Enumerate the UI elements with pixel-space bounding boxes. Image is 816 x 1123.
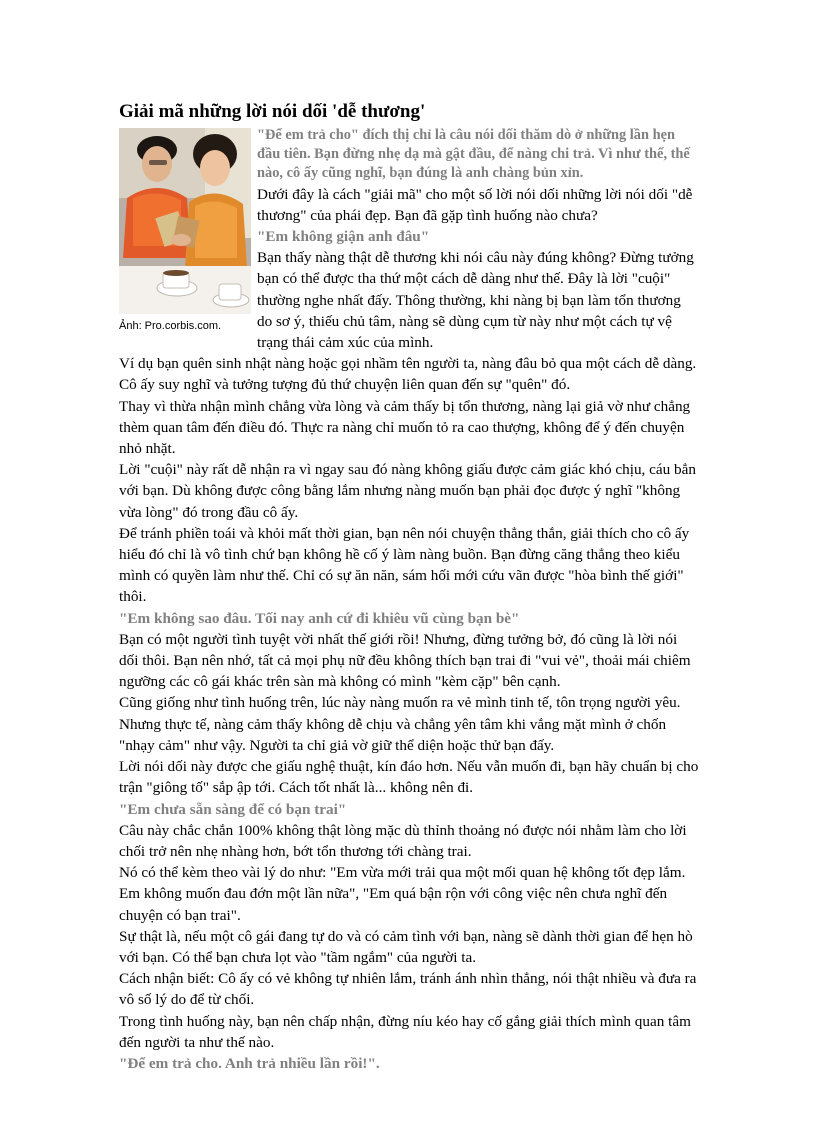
section1-paragraph-2: Ví dụ bạn quên sinh nhật nàng hoặc gọi nhầm tên người ta, nàng đâu bỏ qua một cách dễ dàng. Cô ấy suy nghĩ và tưởng tượng đủ thứ chuyện liên quan đến sự "quên" đó. (119, 355, 697, 394)
article (119, 100, 699, 1074)
section-heading-1: "Em không giận anh đâu" (257, 228, 430, 246)
section1-paragraph-4: Lời "cuội" này rất dễ nhận ra vì ngay sau đó nàng không giấu được cảm giác khó chịu, cáu bẳn với bạn. Dù không được công bằng lắm nhưng nàng muốn bạn phải đọc được ý nghĩ "không vừa lòng" đó trong đầu cô ấy. (119, 461, 696, 521)
section3-paragraph-3: Sự thật là, nếu một cô gái đang tự do và có cảm tình với bạn, nàng sẽ dành thời gian để hẹn hò với bạn. Có thể bạn chưa lọt vào "tầm ngắm" của người ta. (119, 927, 693, 966)
section2-paragraph-2: Cũng giống như tình huống trên, lúc này nàng muốn ra vẻ mình tinh tế, tôn trọng người yêu. Nhưng thực tế, nàng cảm thấy không dễ chịu và chẳng yên tâm khi vắng mặt mình ở chốn "nhạy cảm" như vậy. Người ta chỉ giả vờ giữ thể diện hoặc thử bạn đấy. (119, 694, 681, 754)
photo-figure (119, 128, 251, 333)
article-intro: Dưới đây là cách "giải mã" cho một số lời nói dối những lời nói dối "dễ thương" của phái đẹp. Bạn đã gặp tình huống nào chưa? (257, 185, 693, 224)
section1-paragraph-3: Thay vì thừa nhận mình chẳng vừa lòng và cảm thấy bị tổn thương, nàng lại giả vờ như chẳng thèm quan tâm đến điều đó. Thực ra nàng chỉ muốn tỏ ra cao thượng, không để ý đến chuyện nhỏ nhặt. (119, 397, 691, 458)
section3-paragraph-2: Nó có thể kèm theo vài lý do như: "Em vừa mới trải qua một mối quan hệ không tốt đẹp lắm. Em không muốn đau đớn một lần nữa", "Em quá bận rộn với công việc nên chưa nghĩ đến chuyện có bạn trai". (119, 864, 686, 924)
closing-quote: "Để em trả cho. Anh trả nhiều lần rồi!". (119, 1054, 380, 1072)
photo-caption: Ảnh: Pro.corbis.com. (119, 320, 222, 332)
couple-photo (119, 128, 251, 314)
section3-paragraph-1: Câu này chắc chắn 100% không thật lòng mặc dù thỉnh thoảng nó được nói nhằm làm cho lời chối trở nên nhẹ nhàng hơn, bớt tổn thương tới chàng trai. (119, 821, 687, 860)
section-heading-3: "Em chưa sẵn sàng để có bạn trai" (119, 800, 347, 818)
article-lead: "Để em trả cho" đích thị chỉ là câu nói dối thăm dò ở những lần hẹn đầu tiên. Bạn đừng nhẹ dạ mà gật đầu, để nàng chi trả. Vì như thế, thế nào, cô ấy cũng nghĩ, bạn đúng là anh chàng bủn xỉn. (257, 127, 690, 182)
section2-paragraph-3: Lời nói dối này được che giấu nghệ thuật, kín đáo hơn. Nếu vẫn muốn đi, bạn hãy chuẩn bị cho trận "giông tố" sắp ập tới. Cách tốt nhất là... không nên đi. (119, 758, 699, 797)
article-title: Giải mã những lời nói dối 'dễ thương' (119, 101, 426, 122)
section3-paragraph-4: Cách nhận biết: Cô ấy có vẻ không tự nhiên lắm, tránh ánh nhìn thẳng, nói thật nhiều và đưa ra vô số lý do để từ chối. (119, 970, 697, 1009)
section-heading-2: "Em không sao đâu. Tối nay anh cứ đi khiêu vũ cùng bạn bè" (119, 609, 520, 627)
section2-paragraph-1: Bạn có một người tình tuyệt vời nhất thế giới rồi! Nhưng, đừng tưởng bở, đó cũng là lời nói dối thôi. Bạn nên nhớ, tất cả mọi phụ nữ đều không thích bạn trai đi "vui vẻ", thoải mái chiêm ngưỡng các cô gái khác trên sàn mà không có mình "kèm cặp" bên cạnh. (119, 630, 691, 691)
section1-paragraph-1: Bạn thấy nàng thật dễ thương khi nói câu này đúng không? Đừng tưởng bạn có thể được tha thứ một cách dễ dàng như thế. Đây là lời "cuội" thường nghe nhất đấy. Thông thường, khi nàng bị bạn làm tổn thương do sơ ý, thiếu chủ tâm, nàng sẽ dùng cụm từ này như một cách tự vệ trạng thái cảm xúc của mình. (257, 249, 694, 352)
section1-paragraph-5: Để tránh phiền toái và khỏi mất thời gian, bạn nên nói chuyện thẳng thắn, giải thích cho cô ấy hiểu đó chỉ là vô tình chứ bạn không hề cố ý làm nàng buồn. Bạn đừng căng thẳng theo kiểu mình có quyền làm như thế. Chỉ có sự ăn năn, sám hối mới cứu vãn được "hòa bình thế giới" thôi. (119, 524, 690, 606)
section3-paragraph-5: Trong tình huống này, bạn nên chấp nhận, đừng níu kéo hay cố gắng giải thích mình quan tâm đến người ta như thế nào. (119, 1012, 691, 1051)
